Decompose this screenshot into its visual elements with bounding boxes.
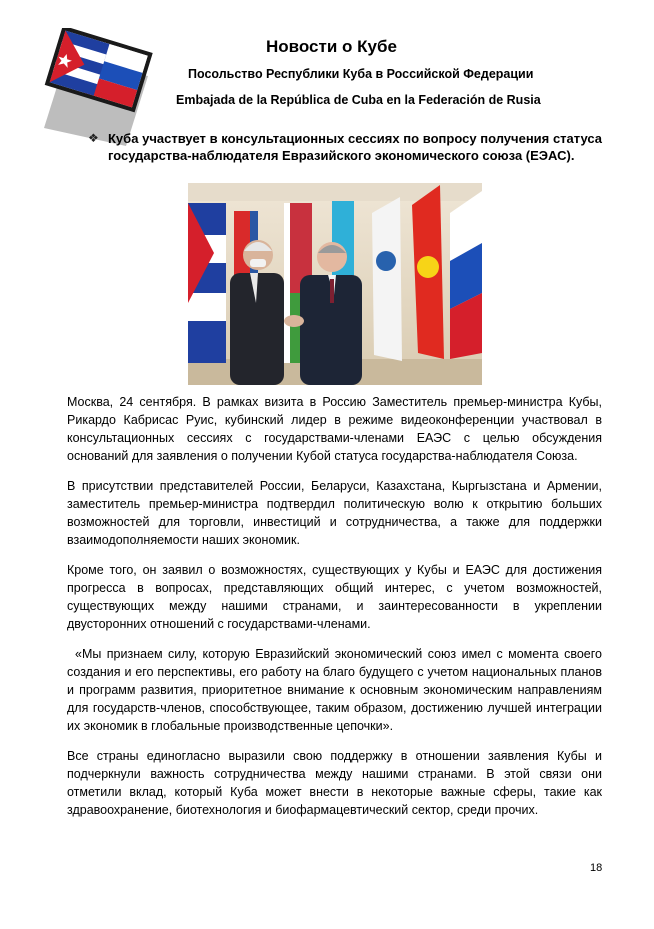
page-number: 18 bbox=[590, 862, 603, 874]
embassy-name-ru: Посольство Республики Куба в Российской Федерации bbox=[188, 67, 534, 81]
embassy-name-es: Embajada de la República de Cuba en la Federación de Rusia bbox=[176, 93, 541, 107]
article-body bbox=[67, 393, 602, 831]
article-paragraph: Все страны единогласно выразили свою поддержку в отношении заявления Кубы и подчеркнули важность сотрудничества между нашими странами. В этой связи они отметили вклад, который Куба может внести в некоторые важные сферы, такие как здравоохранение, биотехнология и биофармацевтический сектор, среди прочих. bbox=[67, 749, 602, 817]
headline-text: Куба участвует в консультационных сессиях по вопросу получения статуса государства-наблюдателя Евразийского экономического союза (ЕЭАС). bbox=[108, 131, 602, 163]
russia-flag-icon bbox=[450, 191, 482, 359]
page-title: Новости о Кубе bbox=[266, 37, 397, 56]
eaeu-flag-icon bbox=[372, 197, 402, 361]
article-paragraph: Москва, 24 сентября. В рамках визита в Россию Заместитель премьер-министра Кубы, Рикардо Кабрисас Руис, кубинский лидер в режиме видеоконференции участвовал в консультационных сессиях с государствами-членами ЕАЭС с целью обсуждения оснований для заявления о получении Кубой статуса государства-наблюдателя Союза. bbox=[67, 395, 602, 463]
article-photo bbox=[188, 183, 482, 385]
article-paragraph: В присутствии представителей России, Беларуси, Казахстана, Кыргызстана и Армении, заместитель премьер-министра подтвердил политическую волю к открытию больших возможностей для торговли, инвестиций и сотрудничества, а также для поддержки взаимодополняемости наших экономик. bbox=[67, 479, 602, 547]
cuba-flag-icon bbox=[188, 203, 226, 363]
article-headline bbox=[88, 130, 602, 164]
article-paragraph: «Мы признаем силу, которую Евразийский экономический союз имел с момента своего создания и его перспективы, его работу на благо будущего с учетом национальных планов и программ развития, приоритетное внимание к основным экономическим направлениям для государств-членов, способствующее, таким образом, достижению лучшей интеграции их экономик в глобальные производственные цепочки». bbox=[67, 647, 602, 733]
diamond-bullet-icon: ❖ bbox=[88, 131, 99, 145]
article-paragraph: Кроме того, он заявил о возможностях, существующих у Кубы и ЕАЭС для достижения прогресса в вопросах, представляющих общий интерес, с учетом возможностей, существующих между нашими странами, и заинтересованности в укреплении двусторонних отношений с государствами-членами. bbox=[67, 563, 602, 631]
